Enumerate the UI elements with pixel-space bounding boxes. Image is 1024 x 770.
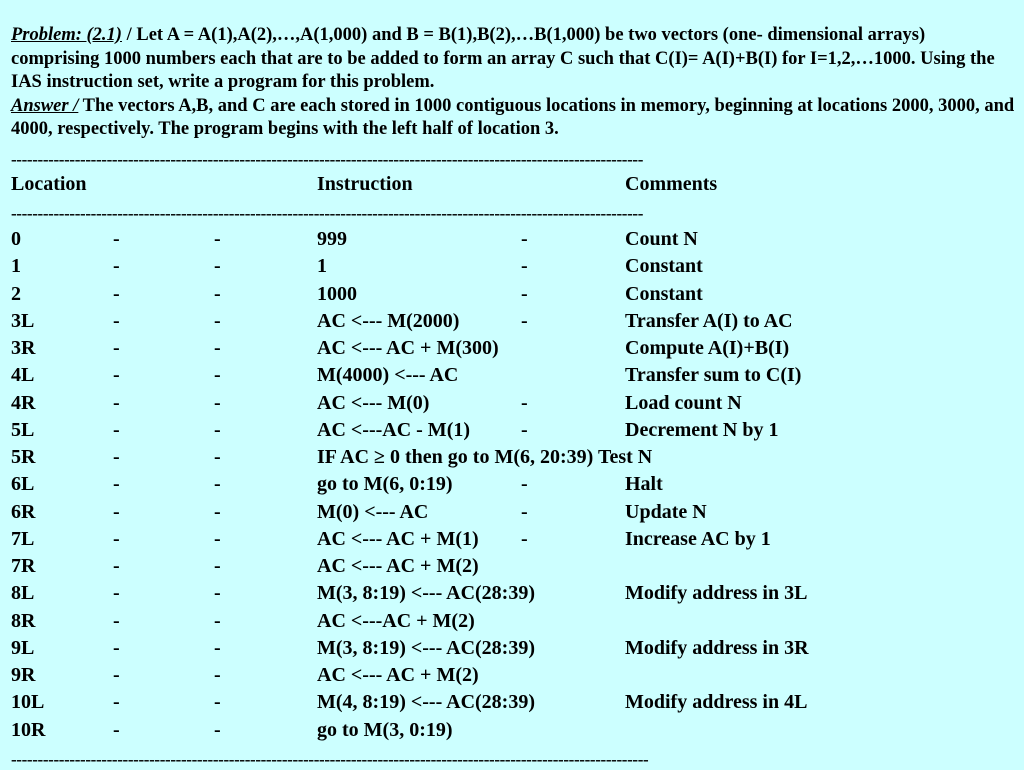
table-row (0, 499, 1024, 526)
instruction-cell: go to M(6, 0:19) (317, 473, 453, 496)
comment-cell: Load count N (625, 391, 742, 414)
dash-cell: - (214, 691, 221, 714)
dash-cell: - (214, 228, 221, 250)
comment-cell: Decrement N by 1 (625, 418, 779, 441)
dash-cell: - (521, 473, 528, 496)
table-row (0, 689, 1024, 716)
problem-paragraph (11, 24, 1016, 95)
dash-cell: - (214, 636, 221, 659)
dash-cell: - (113, 282, 120, 305)
problem-text: Let A = A(1),A(2),…,A(1,000) and B = B(1),B(2),…B(1,000) be two vectors (one- dimensional arrays) comprising 1000 numbers each that are to be added to form an array C such that C(I)= A(I)+B(I) for I=1,2,…1000. Using the IAS instruction set, write a program for this problem. (11, 25, 995, 92)
dash-cell: - (113, 718, 120, 741)
dash-cell: - (113, 582, 120, 605)
answer-label: Answer / (11, 95, 79, 116)
instruction-cell: M(3, 8:19) <--- AC(28:39) (317, 582, 535, 605)
instruction-cell: AC <--- AC + M(2) (317, 664, 479, 686)
location-cell: 10R (11, 718, 46, 741)
instruction-cell: AC <--- M(0) (317, 391, 430, 414)
instruction-cell: M(4000) <--- AC (317, 364, 459, 387)
divider-header: ----------------------------------------------------------------------------------------------------------------------- (11, 204, 644, 223)
instruction-cell: AC <--- AC + M(300) (317, 337, 499, 359)
location-cell: 3R (11, 337, 36, 359)
location-cell: 1 (11, 255, 21, 278)
dash-cell: - (214, 582, 221, 605)
dash-cell: - (214, 255, 221, 278)
problem-separator: / (121, 25, 137, 45)
dash-cell: - (521, 527, 528, 550)
table-row (0, 444, 1024, 471)
location-cell: 9R (11, 664, 36, 686)
location-cell: 6L (11, 473, 35, 496)
table-row (0, 717, 1024, 744)
dash-cell: - (214, 364, 221, 387)
dash-cell: - (214, 446, 221, 468)
dash-cell: - (214, 664, 221, 686)
location-cell: 10L (11, 691, 45, 714)
table-row (0, 308, 1024, 335)
dash-cell: - (214, 609, 221, 632)
dash-cell: - (113, 473, 120, 496)
comment-cell: Count N (625, 228, 698, 250)
header-comments: Comments (625, 173, 718, 195)
comment-cell: Transfer A(I) to AC (625, 309, 793, 332)
answer-paragraph (11, 95, 1016, 142)
dash-cell: - (113, 228, 120, 250)
table-row (0, 635, 1024, 662)
dash-cell: - (113, 309, 120, 332)
dash-cell: - (113, 664, 120, 686)
location-cell: 5R (11, 446, 36, 468)
dash-cell: - (113, 255, 120, 278)
comment-cell: Modify address in 3L (625, 582, 808, 605)
location-cell: 6R (11, 500, 36, 523)
instruction-cell: AC <--- AC + M(2) (317, 555, 479, 577)
dash-cell: - (214, 418, 221, 441)
dash-cell: - (113, 337, 120, 359)
dash-cell: - (214, 309, 221, 332)
dash-cell: - (214, 500, 221, 523)
table-row (0, 580, 1024, 607)
dash-cell: - (113, 364, 120, 387)
divider-bottom: ------------------------------------------------------------------------------------------------------------------------ (11, 750, 649, 769)
dash-cell: - (214, 473, 221, 496)
table-row (0, 362, 1024, 389)
instruction-cell: AC <---AC + M(2) (317, 609, 475, 632)
dash-cell: - (521, 309, 528, 332)
problem-label: Problem: (2.1) (11, 25, 122, 45)
instruction-cell: IF AC ≥ 0 then go to M(6, 20:39) Test N (317, 446, 653, 468)
location-cell: 9L (11, 636, 35, 659)
dash-cell: - (521, 228, 528, 250)
answer-text: The vectors A,B, and C are each stored in 1000 contiguous locations in memory, beginning at locations 2000, 3000, and 4000, respectively. The program begins with the left half of location 3. (11, 95, 1015, 139)
comment-cell: Increase AC by 1 (625, 527, 771, 550)
location-cell: 5L (11, 418, 35, 441)
instruction-cell: 1000 (317, 282, 357, 305)
dash-cell: - (521, 255, 528, 278)
location-cell: 0 (11, 228, 21, 250)
table-row (0, 662, 1024, 689)
table-row (0, 553, 1024, 580)
table-header (0, 171, 1024, 198)
dash-cell: - (113, 636, 120, 659)
dash-cell: - (214, 282, 221, 305)
comment-cell: Update N (625, 500, 707, 523)
instruction-cell: M(0) <--- AC (317, 500, 429, 523)
dash-cell: - (214, 718, 221, 741)
header-instruction: Instruction (317, 173, 413, 195)
dash-cell: - (521, 418, 528, 441)
dash-cell: - (214, 391, 221, 414)
table-row (0, 335, 1024, 362)
location-cell: 8L (11, 582, 35, 605)
header-location: Location (11, 173, 87, 195)
location-cell: 4R (11, 391, 36, 414)
dash-cell: - (214, 555, 221, 577)
comment-cell: Modify address in 4L (625, 691, 808, 714)
comment-cell: Transfer sum to C(I) (625, 364, 802, 387)
instruction-cell: AC <---AC - M(1) (317, 418, 471, 441)
dash-cell: - (113, 555, 120, 577)
instruction-cell: AC <--- M(2000) (317, 309, 460, 332)
dash-cell: - (113, 418, 120, 441)
table-row (0, 608, 1024, 635)
dash-cell: - (113, 609, 120, 632)
comment-cell: Compute A(I)+B(I) (625, 337, 790, 359)
dash-cell: - (521, 391, 528, 414)
table-row (0, 526, 1024, 553)
instruction-cell: AC <--- AC + M(1) (317, 527, 479, 550)
table-row (0, 253, 1024, 280)
instruction-cell: M(3, 8:19) <--- AC(28:39) (317, 636, 535, 659)
dash-cell: - (113, 391, 120, 414)
instruction-cell: M(4, 8:19) <--- AC(28:39) (317, 691, 535, 714)
dash-cell: - (521, 500, 528, 523)
dash-cell: - (113, 446, 120, 468)
table-row (0, 226, 1024, 253)
instruction-cell: 999 (317, 228, 347, 250)
instruction-cell: go to M(3, 0:19) (317, 718, 453, 741)
location-cell: 8R (11, 609, 36, 632)
dash-cell: - (113, 527, 120, 550)
comment-cell: Constant (625, 282, 703, 305)
table-row (0, 471, 1024, 498)
instruction-cell: 1 (317, 255, 327, 278)
comment-cell: Halt (625, 473, 663, 496)
divider-top: ----------------------------------------------------------------------------------------------------------------------- (11, 150, 644, 169)
dash-cell: - (113, 691, 120, 714)
dash-cell: - (214, 527, 221, 550)
location-cell: 3L (11, 309, 35, 332)
location-cell: 7L (11, 527, 35, 550)
table-row (0, 281, 1024, 308)
dash-cell: - (214, 337, 221, 359)
problem-statement (11, 24, 1016, 142)
comment-cell: Constant (625, 255, 703, 278)
location-cell: 7R (11, 555, 36, 577)
location-cell: 4L (11, 364, 35, 387)
table-row (0, 417, 1024, 444)
dash-cell: - (113, 500, 120, 523)
table-row (0, 390, 1024, 417)
comment-cell: Modify address in 3R (625, 636, 809, 659)
dash-cell: - (521, 282, 528, 305)
location-cell: 2 (11, 282, 21, 305)
